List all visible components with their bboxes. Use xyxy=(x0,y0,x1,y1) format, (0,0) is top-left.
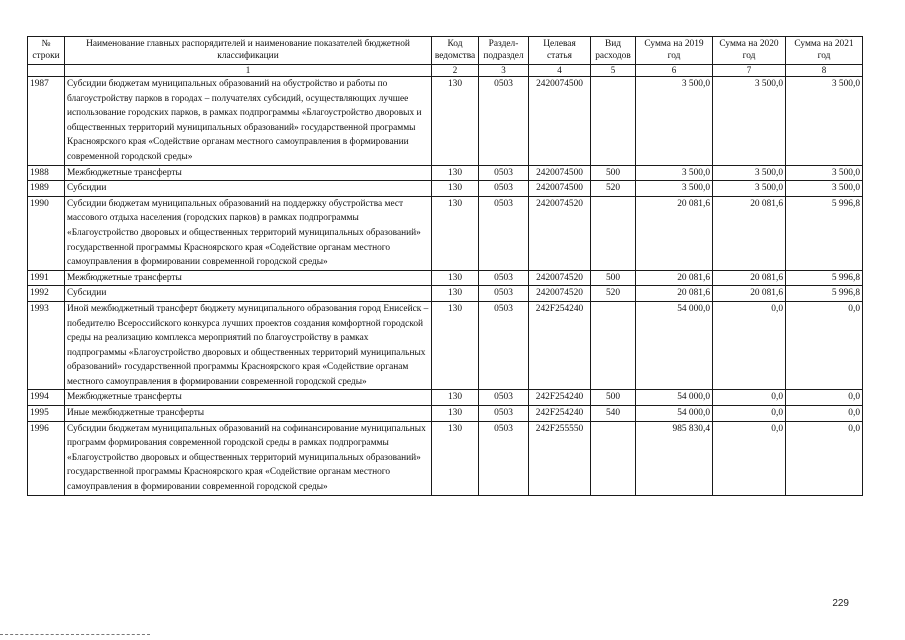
row-sum-2019: 54 000,0 xyxy=(636,390,713,406)
row-name: Субсидии бюджетам муниципальных образований на поддержку обустройства мест массового отдыха населения (городских парков) в рамках подпрограммы «Благоустройство дворовых и общественных территорий муниципальных образований» государственной программы Красноярского края «Содействие органам местного самоуправления в формировании современной городской среды» xyxy=(65,196,432,270)
row-sum-2019: 3 500,0 xyxy=(636,77,713,166)
scan-edge-line xyxy=(0,634,150,635)
row-sum-2019: 54 000,0 xyxy=(636,301,713,390)
row-dept-code: 130 xyxy=(432,301,479,390)
row-expense-type xyxy=(591,77,636,166)
row-expense-type: 520 xyxy=(591,181,636,197)
row-number: 1991 xyxy=(28,270,65,286)
row-expense-type: 540 xyxy=(591,406,636,422)
row-sum-2020: 20 081,6 xyxy=(713,196,786,270)
row-expense-type: 500 xyxy=(591,270,636,286)
row-section: 0503 xyxy=(479,286,529,302)
table-row xyxy=(28,196,863,270)
row-sum-2021: 3 500,0 xyxy=(786,181,863,197)
row-sum-2020: 0,0 xyxy=(713,421,786,495)
row-expense-type xyxy=(591,421,636,495)
row-sum-2019: 20 081,6 xyxy=(636,196,713,270)
row-dept-code: 130 xyxy=(432,196,479,270)
row-dept-code: 130 xyxy=(432,181,479,197)
row-target: 242F255550 xyxy=(529,421,591,495)
row-section: 0503 xyxy=(479,196,529,270)
column-number: 1 xyxy=(65,65,432,77)
row-section: 0503 xyxy=(479,301,529,390)
column-number: 2 xyxy=(432,65,479,77)
row-number: 1992 xyxy=(28,286,65,302)
table-row xyxy=(28,286,863,302)
table-row xyxy=(28,270,863,286)
row-sum-2019: 985 830,4 xyxy=(636,421,713,495)
row-name: Межбюджетные трансферты xyxy=(65,390,432,406)
row-sum-2020: 0,0 xyxy=(713,406,786,422)
column-number: 8 xyxy=(786,65,863,77)
row-sum-2020: 3 500,0 xyxy=(713,165,786,181)
row-target: 2420074500 xyxy=(529,165,591,181)
row-dept-code: 130 xyxy=(432,270,479,286)
row-sum-2019: 54 000,0 xyxy=(636,406,713,422)
column-number: 3 xyxy=(479,65,529,77)
row-number: 1988 xyxy=(28,165,65,181)
row-dept-code: 130 xyxy=(432,165,479,181)
row-expense-type: 500 xyxy=(591,165,636,181)
row-number: 1987 xyxy=(28,77,65,166)
table-row xyxy=(28,301,863,390)
row-name: Межбюджетные трансферты xyxy=(65,270,432,286)
row-expense-type xyxy=(591,196,636,270)
row-sum-2021: 3 500,0 xyxy=(786,77,863,166)
row-number: 1990 xyxy=(28,196,65,270)
row-sum-2020: 3 500,0 xyxy=(713,77,786,166)
row-number: 1993 xyxy=(28,301,65,390)
row-target: 242F254240 xyxy=(529,406,591,422)
row-expense-type: 520 xyxy=(591,286,636,302)
row-sum-2021: 5 996,8 xyxy=(786,270,863,286)
row-section: 0503 xyxy=(479,406,529,422)
row-section: 0503 xyxy=(479,181,529,197)
row-name: Субсидии бюджетам муниципальных образований на обустройство и работы по благоустройству парков в городах – получателях субсидий, осуществляющих лучшее использование городских парков, в рамках подпрограммы «Благоустройство дворовых и общественных территорий муниципальных образований» государственной программы Красноярского края «Содействие органам местного самоуправления в формировании современной городской среды» xyxy=(65,77,432,166)
row-section: 0503 xyxy=(479,421,529,495)
table-header xyxy=(28,37,863,77)
header-row xyxy=(28,37,863,65)
column-number: 6 xyxy=(636,65,713,77)
column-number: 5 xyxy=(591,65,636,77)
row-dept-code: 130 xyxy=(432,390,479,406)
row-sum-2019: 3 500,0 xyxy=(636,181,713,197)
row-target: 2420074520 xyxy=(529,196,591,270)
row-name: Иной межбюджетный трансферт бюджету муниципального образования город Енисейск – победителю Всероссийского конкурса лучших проектов создания комфортной городской среды на реализацию комплекса мероприятий по благоустройству в рамках подпрограммы «Благоустройство дворовых и общественных территорий муниципальных образований» государственной программы Красноярского края «Содействие органам местного самоуправления в формировании современной городской среды» xyxy=(65,301,432,390)
row-section: 0503 xyxy=(479,270,529,286)
row-sum-2020: 3 500,0 xyxy=(713,181,786,197)
row-sum-2021: 0,0 xyxy=(786,421,863,495)
row-name: Субсидии xyxy=(65,181,432,197)
row-dept-code: 130 xyxy=(432,421,479,495)
row-sum-2020: 20 081,6 xyxy=(713,270,786,286)
column-numbers-row xyxy=(28,65,863,77)
row-sum-2021: 0,0 xyxy=(786,301,863,390)
header-expense-type: Вид расходов xyxy=(591,37,636,65)
row-sum-2020: 0,0 xyxy=(713,390,786,406)
header-sum-2020: Сумма на 2020 год xyxy=(713,37,786,65)
table-row xyxy=(28,406,863,422)
header-name: Наименование главных распорядителей и наименование показателей бюджетной классификации xyxy=(65,37,432,65)
header-sum-2019: Сумма на 2019 год xyxy=(636,37,713,65)
row-sum-2021: 5 996,8 xyxy=(786,286,863,302)
row-name: Межбюджетные трансферты xyxy=(65,165,432,181)
header-target: Целевая статья xyxy=(529,37,591,65)
row-name: Иные межбюджетные трансферты xyxy=(65,406,432,422)
column-number: 7 xyxy=(713,65,786,77)
row-sum-2020: 20 081,6 xyxy=(713,286,786,302)
row-dept-code: 130 xyxy=(432,77,479,166)
table-row xyxy=(28,181,863,197)
row-dept-code: 130 xyxy=(432,406,479,422)
table-row xyxy=(28,165,863,181)
row-target: 242F254240 xyxy=(529,301,591,390)
row-sum-2021: 3 500,0 xyxy=(786,165,863,181)
row-expense-type xyxy=(591,301,636,390)
row-target: 242F254240 xyxy=(529,390,591,406)
row-number: 1995 xyxy=(28,406,65,422)
budget-table xyxy=(27,36,863,496)
row-name: Субсидии бюджетам муниципальных образований на софинансирование муниципальных программ формирования современной городской среды в рамках подпрограммы «Благоустройство дворовых и общественных территорий муниципальных образований» государственной программы Красноярского края «Содействие органам местного самоуправления в формировании современной городской среды» xyxy=(65,421,432,495)
row-target: 2420074520 xyxy=(529,286,591,302)
table-row xyxy=(28,421,863,495)
page-number: 229 xyxy=(832,598,849,609)
row-dept-code: 130 xyxy=(432,286,479,302)
row-sum-2019: 20 081,6 xyxy=(636,286,713,302)
row-target: 2420074500 xyxy=(529,77,591,166)
row-target: 2420074520 xyxy=(529,270,591,286)
column-number xyxy=(28,65,65,77)
row-section: 0503 xyxy=(479,390,529,406)
table-row xyxy=(28,77,863,166)
row-sum-2021: 0,0 xyxy=(786,406,863,422)
column-number: 4 xyxy=(529,65,591,77)
row-number: 1996 xyxy=(28,421,65,495)
table-row xyxy=(28,390,863,406)
row-number: 1989 xyxy=(28,181,65,197)
header-sum-2021: Сумма на 2021 год xyxy=(786,37,863,65)
row-section: 0503 xyxy=(479,77,529,166)
row-sum-2020: 0,0 xyxy=(713,301,786,390)
header-row-no: № строки xyxy=(28,37,65,65)
row-sum-2021: 5 996,8 xyxy=(786,196,863,270)
row-sum-2019: 20 081,6 xyxy=(636,270,713,286)
row-name: Субсидии xyxy=(65,286,432,302)
row-number: 1994 xyxy=(28,390,65,406)
row-sum-2021: 0,0 xyxy=(786,390,863,406)
row-expense-type: 500 xyxy=(591,390,636,406)
table-body xyxy=(28,77,863,496)
row-section: 0503 xyxy=(479,165,529,181)
header-dept-code: Код ведомства xyxy=(432,37,479,65)
row-target: 2420074500 xyxy=(529,181,591,197)
row-sum-2019: 3 500,0 xyxy=(636,165,713,181)
header-section: Раздел-подраздел xyxy=(479,37,529,65)
